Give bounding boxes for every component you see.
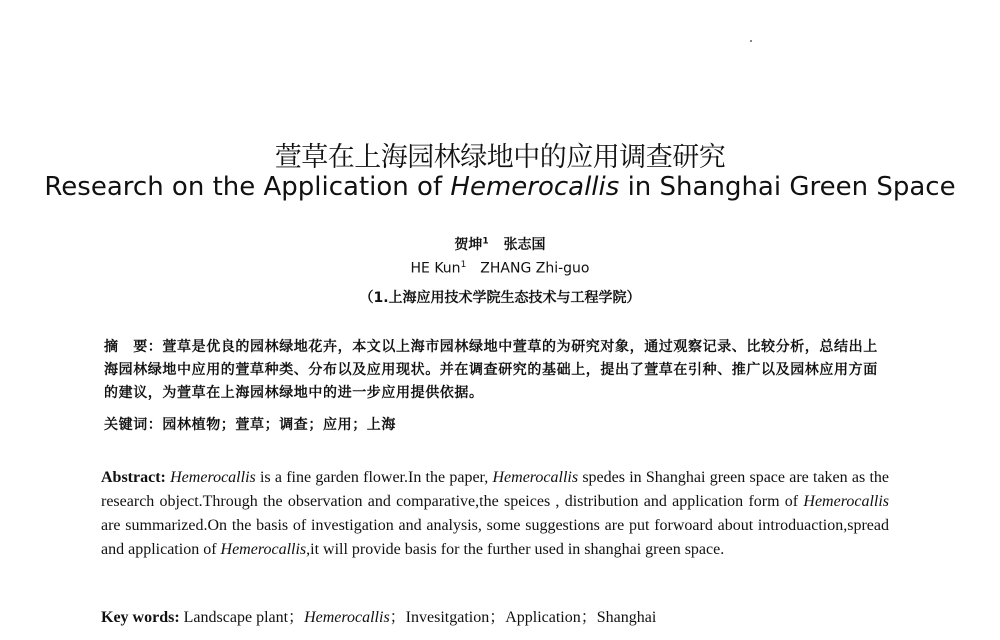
title-chinese: 萱草在上海园林绿地中的应用调查研究: [274, 142, 726, 173]
title-english-genus: Hemerocallis: [450, 172, 620, 202]
keywords-english-label: Key words:: [101, 609, 180, 626]
author-1-cn: 贺坤: [454, 237, 483, 253]
author-1-en: HE Kun: [410, 260, 461, 277]
abstract-chinese-text: 萱草是优良的园林绿地花卉，本文以上海市园林绿地中萱草的为研究对象，通过观察记录、比较分析，总结出上海园林绿地中应用的萱草种类、分布以及应用现状。并在调查研究的基础上，提出了萱草在引种、推广以及园林应用方面的建议，为萱草在上海园林绿地中的进一步应用提供依据。: [104, 339, 878, 401]
keywords-english: [101, 604, 889, 627]
scan-speck: [750, 40, 752, 42]
author-1-cn-sup: 1: [482, 236, 489, 247]
title-english: [0, 172, 1000, 202]
authors-chinese: [0, 234, 1000, 254]
keywords-chinese-text: 园林植物；萱草；调查；应用；上海: [162, 417, 397, 433]
abstract-chinese: [104, 336, 888, 405]
abstract-seg-2: spedes in Shanghai green space are taken as the research object.Through the observation and comparative,the speices , distribution and application form of: [101, 469, 890, 510]
keyword-rest: ；Invesitgation；Application；Shanghai: [389, 609, 657, 626]
keyword-1: Landscape plant；: [179, 609, 305, 626]
keywords-chinese: [104, 414, 888, 434]
keywords-chinese-label: 关键词：: [104, 417, 163, 433]
abstract-english-label: Abstract:: [101, 469, 166, 486]
keyword-genus: Hemerocallis: [304, 609, 390, 626]
abstract-genus-4: Hemerocallis: [220, 541, 307, 558]
abstract-genus-3: Hemerocallis: [803, 493, 889, 510]
abstract-seg-4: ,it will provide basis for the further used in shanghai green space.: [306, 541, 725, 558]
abstract-genus-1: Hemerocallis: [170, 469, 256, 486]
author-2-cn: 张志国: [503, 237, 546, 253]
abstract-english: [101, 466, 889, 562]
author-2-en: ZHANG Zhi-guo: [480, 260, 590, 277]
author-1-en-sup: 1: [460, 260, 467, 270]
abstract-genus-2: Hemerocallis: [492, 469, 579, 486]
authors-english: [0, 260, 1000, 277]
title-english-suffix: in Shanghai Green Space: [619, 172, 956, 202]
abstract-chinese-label: 摘 要：: [104, 339, 163, 355]
affiliation: （1.上海应用技术学院生态技术与工程学院）: [359, 290, 641, 306]
abstract-seg-1: is a fine garden flower.In the paper,: [255, 469, 493, 486]
abstract-seg-3: are summarized.On the basis of investigation and analysis, some suggestions are put forwoard about introduaction,spread and application of: [101, 517, 889, 558]
title-english-prefix: Research on the Application of: [44, 172, 451, 202]
